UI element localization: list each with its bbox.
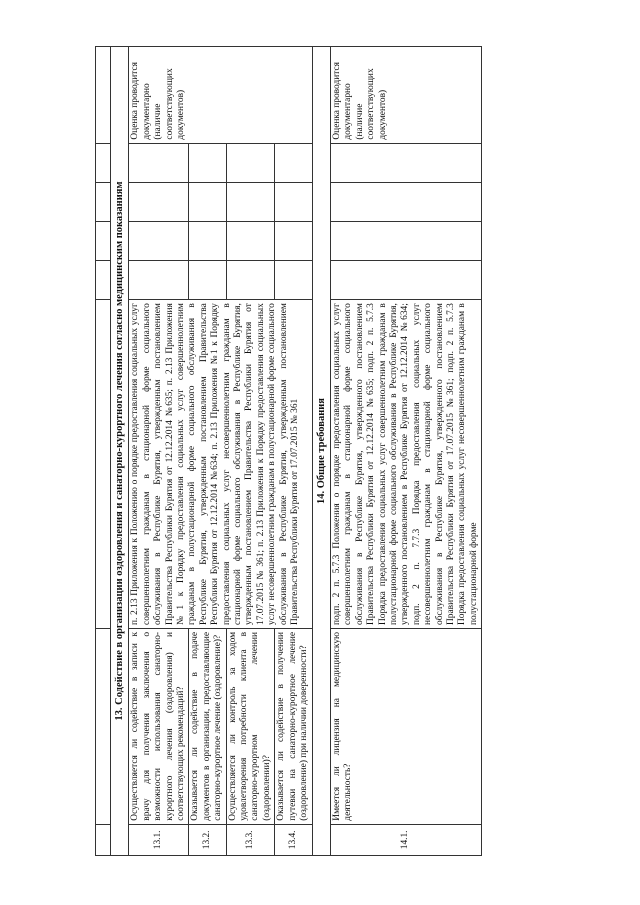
norm-cell-section-13: [129, 300, 312, 629]
norm-text-4: п. 2.13 Приложения к Порядку предоставления социальных услуг несовершеннолетним гражданам в полустационарной форме социального обслуживания в Республике Бурятия, утвержденным постановлением Правительства Республики Бурятия от 17.07.2015 № 361: [255, 303, 301, 625]
rotated-page: [95, 46, 615, 856]
section-13-title: 13. Содействие в организации оздоровления и санаторно-курортного лечения согласно медицинским показаниям: [111, 47, 129, 856]
inspection-table: [95, 46, 482, 856]
mark-cell: [330, 261, 481, 300]
mark-cell: [189, 143, 226, 182]
row-number: 14.1.: [330, 824, 481, 855]
mark-cell: [275, 143, 312, 182]
section-14-title: 14. Общие требования: [312, 47, 330, 856]
row-number: 13.2.: [189, 824, 226, 855]
row-number: 13.3.: [226, 824, 275, 855]
row-number: 13.1.: [129, 824, 189, 855]
mark-cell: [330, 221, 481, 260]
col-head-4: [96, 261, 111, 300]
col-head-1: [96, 824, 111, 855]
method-cell-section-13: Оценка проводится документарно (наличие соответствующих документов): [129, 47, 312, 144]
method-cell-section-14: Оценка проводится документарно (наличие соответствующих документов): [330, 47, 481, 144]
section-13-header-row: [111, 47, 129, 856]
row-number: 13.4.: [275, 824, 312, 855]
mark-cell: [129, 221, 189, 260]
mark-cell: [129, 261, 189, 300]
section-14-header-row: [312, 47, 330, 856]
question-cell: Осуществляется ли контроль за ходом удовлетворения потребности клиента в санаторно-курортном лечении (оздоровлении)?: [226, 628, 275, 824]
norm-text-1: п. 2.13 Приложения к Положению о порядке предоставления социальных услуг совершеннолетним гражданам в стационарной форме социального обслуживания в Республике Бурятия, утвержденным постановлением Правительства Республики Бурятия от 12.12.2014 №635;: [130, 303, 175, 625]
norm-cell-section-14: подп. 2 п. 5.7.3 Положения о порядке предоставления социальных услуг совершеннолетним гражданам в стационарной форме социального обслуживания в Республике Бурятия, утвержденного постановлением Правительства Республики Бурятия от 12.12.2014 №635; подп. 2 п. 5.7.3 Порядка предоставления социальных услуг совершеннолетним гражданам в полустационарной форме социального обслуживания в Республике Бурятия, утвержденного постановлением в Республике Бурятия от 12.12.2014 №634; подп. 2 п. 7.7.3 Порядка предоставления социальных услуг несовершеннолетним гражданам в стационарной форме социального обслуживания в Республике Бурятия, утвержденного постановлением Правительства Республики Бурятия от 17.07.2015 №361; подп. 2 п. 5.7.3 Порядка предоставления социальных услуг несовершеннолетним гражданам в полустационарной форме: [330, 300, 481, 629]
col-head-2: [96, 628, 111, 824]
col-head-8: [96, 47, 111, 144]
table-row-13-1: [129, 47, 189, 856]
table-row-14-1: [330, 47, 481, 856]
col-head-7: [96, 143, 111, 182]
col-head-5: [96, 221, 111, 260]
question-cell: Оказывается ли содействие в подаче документов в организации, предоставляющие санаторно-курортное лечение (оздоровление)?: [189, 628, 226, 824]
mark-cell: [226, 261, 275, 300]
question-cell: Оказывается ли содействие в получении путевки на санаторно-курортное лечение (оздоровление) при наличии доверенности?: [275, 628, 312, 824]
mark-cell: [189, 221, 226, 260]
mark-cell: [275, 182, 312, 221]
column-header-row: [96, 47, 111, 856]
mark-cell: [189, 261, 226, 300]
col-head-6: [96, 182, 111, 221]
mark-cell: [275, 221, 312, 260]
mark-cell: [226, 143, 275, 182]
question-cell: Имеется ли лицензия на медицинскую деятельность?: [330, 628, 481, 824]
norm-text-3: п. 2.13 Приложения №1 к Порядку предоставления социальных услуг несовершеннолетним гражданам в стационарной форме социального обслуживания в Республике Бурятия, утвержденным постановлением Правительства Республики Бурятия от 17.07.2015 № 361;: [210, 303, 266, 625]
mark-cell: [189, 182, 226, 221]
mark-cell: [330, 182, 481, 221]
norm-text-2: п. 2.13 Приложения №1 к Порядку предоставления социальных услуг совершеннолетним гражданам в полустационарной форме социального обслуживания в Республике Бурятия, утвержденным постановлением Правительства Республики Бурятия от 12.12.2014 №634;: [164, 303, 221, 625]
mark-cell: [226, 221, 275, 260]
mark-cell: [129, 143, 189, 182]
mark-cell: [129, 182, 189, 221]
col-head-3: [96, 300, 111, 629]
mark-cell: [226, 182, 275, 221]
mark-cell: [275, 261, 312, 300]
question-cell: Осуществляется ли содействие в записи к врачу для получения заключения о возможности использования санаторно-курортного лечения (оздоровления) и соответствующих рекомендаций?: [129, 628, 189, 824]
mark-cell: [330, 143, 481, 182]
